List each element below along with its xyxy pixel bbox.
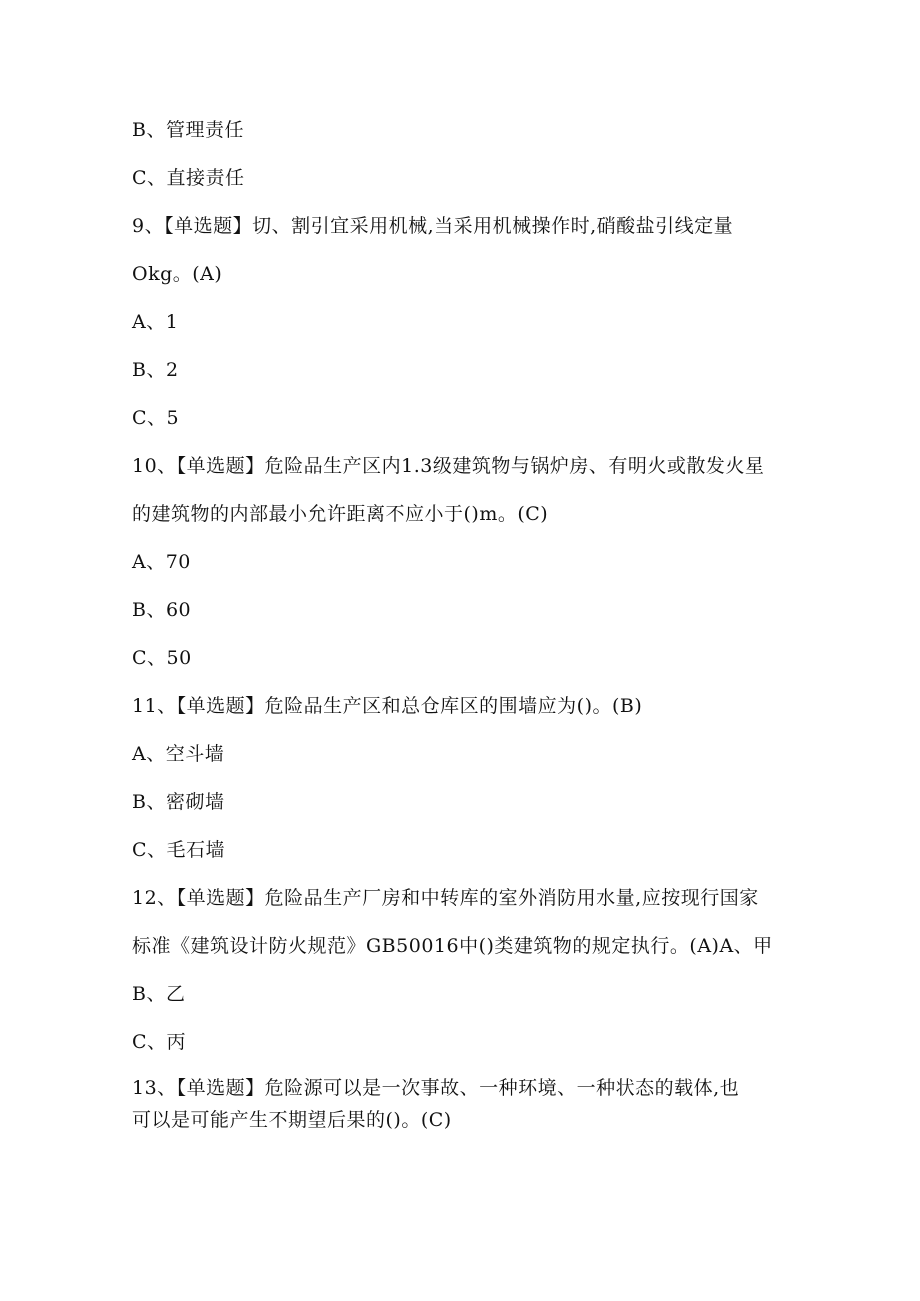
question-10-line-2: 的建筑物的内部最小允许距离不应小于()m。(C) [132,503,549,525]
option-c-q12: C、丙 [132,1031,187,1053]
option-c-q10: C、50 [132,647,192,669]
option-a-q10: A、70 [132,551,191,573]
option-b-q9: B、2 [132,359,179,381]
option-a-q11: A、空斗墙 [132,743,225,765]
option-c-q11: C、毛石墙 [132,839,226,861]
option-a-q9: A、1 [132,311,179,333]
option-c-q8: C、直接责任 [132,167,245,189]
option-b-q8: B、管理责任 [132,119,244,141]
question-10-line-1: 10、【单选题】危险品生产区内1.3级建筑物与锅炉房、有明火或散发火星 [132,455,765,477]
option-c-q9: C、5 [132,407,180,429]
question-12-line-2: 标准《建筑设计防火规范》GB50016中()类建筑物的规定执行。(A)A、甲 [132,935,773,957]
question-13-line-2: 可以是可能产生不期望后果的()。(C) [132,1109,452,1131]
question-13-line-1: 13、【单选题】危险源可以是一次事故、一种环境、一种状态的载体,也 [132,1077,740,1099]
question-12-line-1: 12、【单选题】危险品生产厂房和中转库的室外消防用水量,应按现行国家 [132,887,759,909]
option-b-q10: B、60 [132,599,192,621]
question-11-line-1: 11、【单选题】危险品生产区和总仓库区的围墙应为()。(B) [132,695,643,717]
option-b-q11: B、密砌墙 [132,791,225,813]
question-9-line-2: Okg。(A) [132,263,223,285]
question-9-line-1: 9、【单选题】切、割引宜采用机械,当采用机械操作时,硝酸盐引线定量 [132,215,734,237]
option-b-q12: B、乙 [132,983,186,1005]
